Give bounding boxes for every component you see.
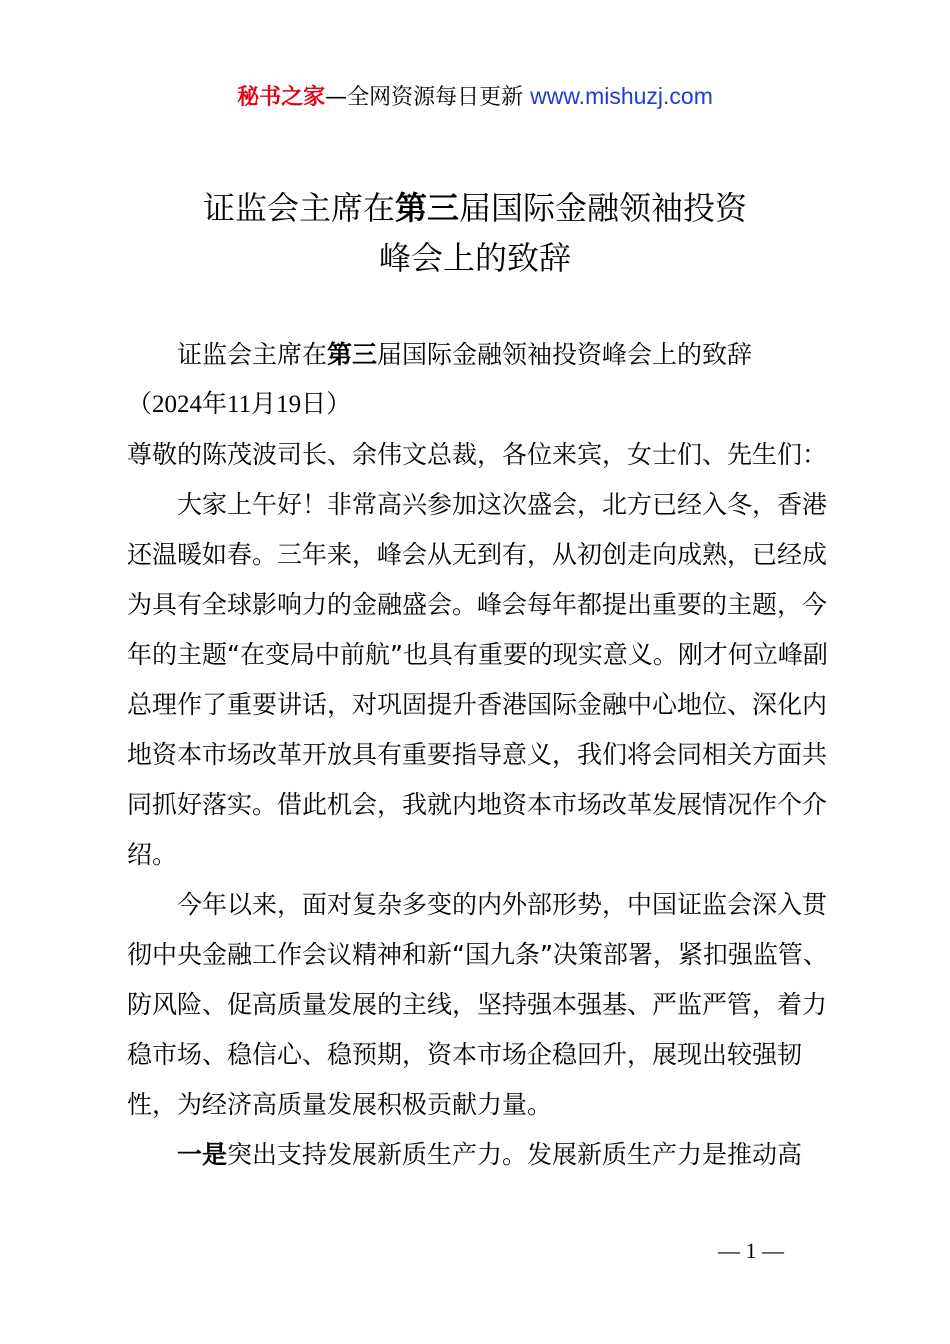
paragraph-3-text: 突出支持发展新质生产力。发展新质生产力是推动高	[227, 1140, 803, 1169]
speech-date: （2024年11月19日）	[127, 391, 352, 418]
paragraph-3-lead: 一是	[177, 1140, 228, 1169]
paragraph-3	[127, 1130, 833, 1180]
title-line-1-post: 届国际金融领袖投资	[459, 189, 748, 227]
title-line-1-pre: 证监会主席在	[202, 189, 395, 227]
salutation: 尊敬的陈茂波司长、余伟文总裁，各位来宾，女士们、先生们：	[127, 440, 828, 469]
title-line-2: 峰会上的致辞	[378, 239, 571, 277]
page-number: — 1 —	[718, 1238, 784, 1263]
body-subtitle-post: 届国际金融领袖投资峰会上的致辞	[377, 340, 753, 369]
body-subtitle-pre: 证监会主席在	[177, 340, 328, 369]
header-banner	[0, 80, 950, 114]
brand-name: 秘书之家	[237, 85, 326, 110]
document-body	[127, 330, 833, 1180]
paragraph-1: 大家上午好！非常高兴参加这次盛会，北方已经入冬，香港还温暖如春。三年来，峰会从无到有，从初创走向成熟，已经成为具有全球影响力的金融盛会。峰会每年都提出重要的主题，今年的主题“在变局中前航”也具有重要的现实意义。刚才何立峰副总理作了重要讲话，对巩固提升香港国际金融中心地位、深化内地资本市场改革开放具有重要指导意义，我们将会同相关方面共同抓好落实。借此机会，我就内地资本市场改革发展情况作个介绍。	[127, 490, 828, 869]
title-line-1-bold: 第三	[394, 189, 459, 227]
banner-tagline: —全网资源每日更新	[325, 85, 531, 110]
document-title	[0, 183, 950, 283]
title-line-1	[0, 183, 950, 233]
banner-url-link[interactable]: www.mishuzj.com	[530, 83, 713, 109]
body-subtitle	[127, 330, 833, 380]
body-subtitle-bold: 第三	[327, 340, 378, 369]
paragraph-2: 今年以来，面对复杂多变的内外部形势，中国证监会深入贯彻中央金融工作会议精神和新“国九条”决策部署，紧扣强监管、防风险、促高质量发展的主线，坚持强本强基、严监严管，着力稳市场、稳信心、稳预期，资本市场企稳回升，展现出较强韧性，为经济高质量发展积极贡献力量。	[127, 890, 828, 1119]
